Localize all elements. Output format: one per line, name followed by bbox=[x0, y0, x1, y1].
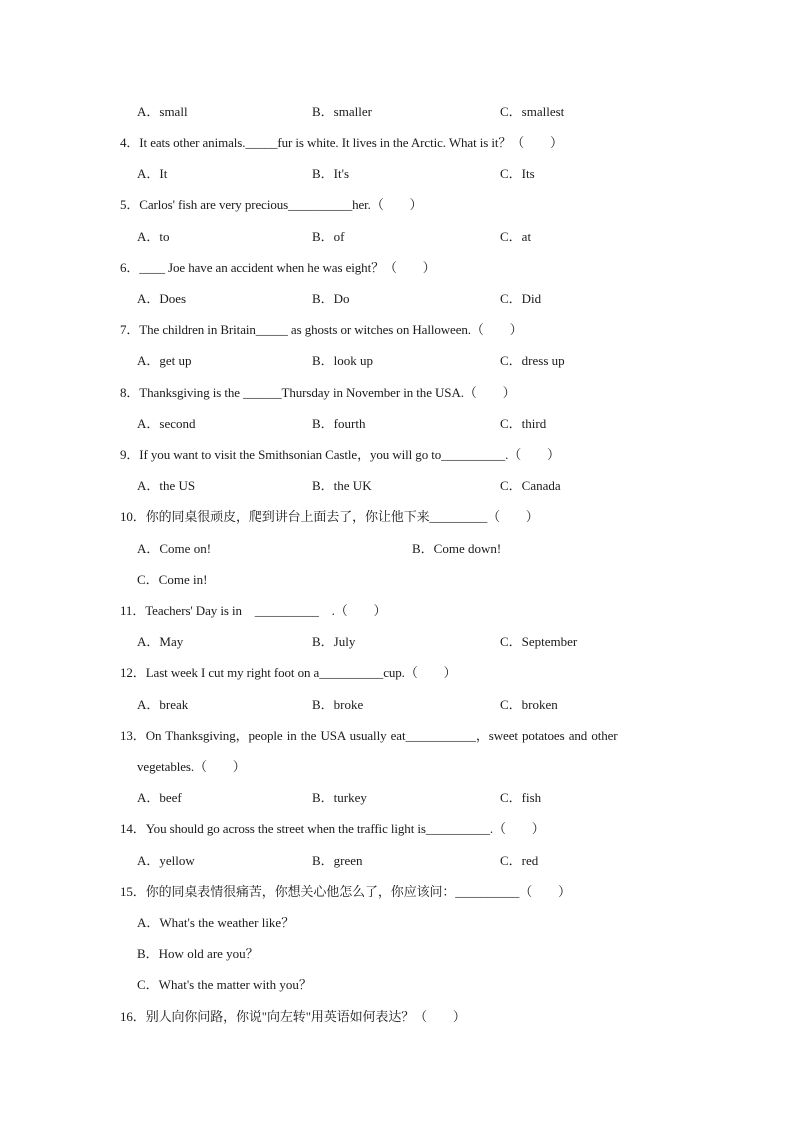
q13-stem-line2: vegetables.（ ） bbox=[137, 759, 246, 774]
q11-option-a: A．May bbox=[137, 634, 184, 649]
q8-option-b: B．fourth bbox=[312, 416, 366, 431]
q11-option-c: C．September bbox=[500, 634, 578, 649]
q3-option-b: B．smaller bbox=[312, 104, 372, 119]
q8-option-c: C．third bbox=[500, 416, 547, 431]
q16-stem: 16．别人向你问路，你说"向左转"用英语如何表达？（ ） bbox=[120, 1009, 466, 1024]
q13-stem-line1: 13．On Thanksgiving，people in the USA usually eat___________，sweet potatoes and other bbox=[120, 728, 618, 743]
q4-option-b: B．It's bbox=[312, 166, 350, 181]
q10-option-a: A．Come on! bbox=[137, 541, 212, 556]
q11-stem: 11．Teachers' Day is in __________ .（ ） bbox=[120, 603, 387, 618]
q12-option-c: C．broken bbox=[500, 697, 558, 712]
q9-stem: 9．If you want to visit the Smithsonian Castle，you will go to__________.（ ） bbox=[120, 447, 560, 462]
q4-stem: 4．It eats other animals._____fur is white. It lives in the Arctic. What is it？（ ） bbox=[120, 135, 563, 150]
q10-option-c: C．Come in! bbox=[137, 572, 208, 587]
q8-option-a: A．second bbox=[137, 416, 196, 431]
q12-option-b: B．broke bbox=[312, 697, 364, 712]
q15-option-a: A．What's the weather like？ bbox=[137, 915, 295, 930]
q6-option-a: A．Does bbox=[137, 291, 187, 306]
q11-option-b: B．July bbox=[312, 634, 356, 649]
q9-option-c: C．Canada bbox=[500, 478, 561, 493]
q14-option-b: B．green bbox=[312, 853, 363, 868]
q3-option-a: A．small bbox=[137, 104, 188, 119]
q8-stem: 8．Thanksgiving is the ______Thursday in November in the USA.（ ） bbox=[120, 385, 516, 400]
q5-option-c: C．at bbox=[500, 229, 532, 244]
q7-option-a: A．get up bbox=[137, 353, 192, 368]
q6-option-b: B．Do bbox=[312, 291, 350, 306]
q15-option-b: B．How old are you？ bbox=[137, 946, 259, 961]
q9-option-b: B．the UK bbox=[312, 478, 372, 493]
q13-option-a: A．beef bbox=[137, 790, 182, 805]
q13-option-b: B．turkey bbox=[312, 790, 367, 805]
q3-option-c: C．smallest bbox=[500, 104, 565, 119]
q10-option-b: B．Come down! bbox=[412, 541, 502, 556]
q7-option-c: C．dress up bbox=[500, 353, 565, 368]
q4-option-a: A．It bbox=[137, 166, 168, 181]
q12-stem: 12．Last week I cut my right foot on a__________cup.（ ） bbox=[120, 665, 457, 680]
q6-stem: 6．____ Joe have an accident when he was eight？（ ） bbox=[120, 260, 436, 275]
q14-option-c: C．red bbox=[500, 853, 539, 868]
q14-option-a: A．yellow bbox=[137, 853, 195, 868]
q5-option-a: A．to bbox=[137, 229, 170, 244]
q4-option-c: C．Its bbox=[500, 166, 535, 181]
q5-stem: 5．Carlos' fish are very precious__________her.（ ） bbox=[120, 197, 423, 212]
q10-stem: 10．你的同桌很顽皮，爬到讲台上面去了，你让他下来_________（ ） bbox=[120, 509, 539, 524]
q7-option-b: B．look up bbox=[312, 353, 374, 368]
q5-option-b: B．of bbox=[312, 229, 345, 244]
q6-option-c: C．Did bbox=[500, 291, 542, 306]
q15-option-c: C．What's the matter with you？ bbox=[137, 977, 312, 992]
q13-option-c: C．fish bbox=[500, 790, 542, 805]
q9-option-a: A．the US bbox=[137, 478, 196, 493]
q14-stem: 14．You should go across the street when the traffic light is__________.（ ） bbox=[120, 821, 545, 836]
q12-option-a: A．break bbox=[137, 697, 189, 712]
q15-stem: 15．你的同桌表情很痛苦，你想关心他怎么了，你应该问：__________（ ） bbox=[120, 884, 571, 899]
q7-stem: 7．The children in Britain_____ as ghosts or witches on Halloween.（ ） bbox=[120, 322, 523, 337]
